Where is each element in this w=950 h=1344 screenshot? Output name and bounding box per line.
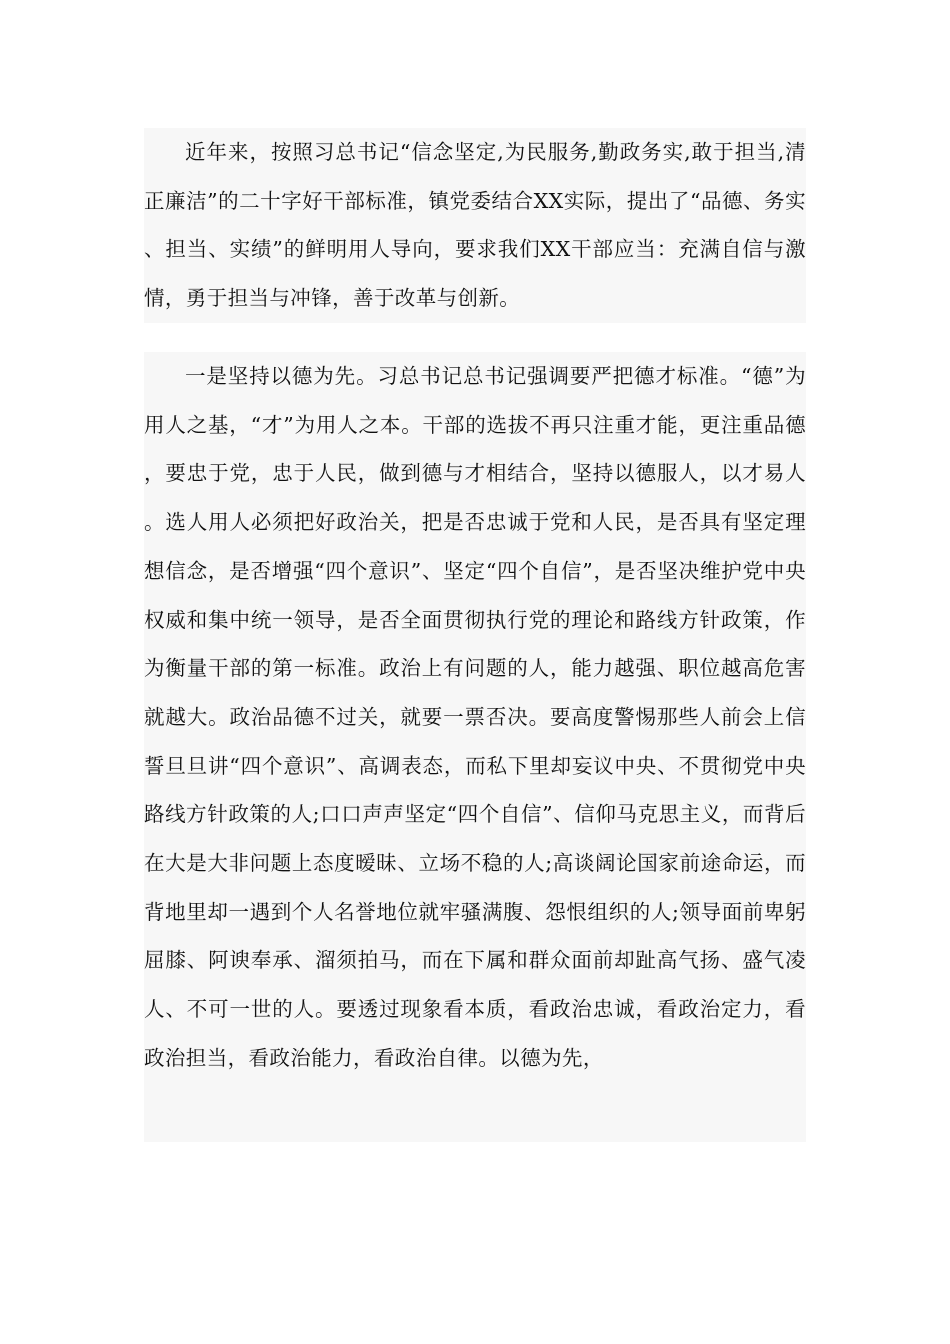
- paragraph-2: 一是坚持以德为先。习总书记总书记强调要严把德才标准。“德”为用人之基，“才”为用人之本。干部的选拔不再只注重才能，更注重品德，要忠于党，忠于人民，做到德与才相结合，坚持以德服人，以才易人。选人用人必须把好政治关，把是否忠诚于党和人民，是否具有坚定理想信念，是否增强“四个意识”、坚定“四个自信”，是否坚决维护党中央权威和集中统一领导，是否全面贯彻执行党的理论和路线方针政策，作为衡量干部的第一标准。政治上有问题的人，能力越强、职位越高危害就越大。政治品德不过关，就要一票否决。要高度警惕那些人前会上信誓旦旦讲“四个意识”、高调表态，而私下里却妄议中央、不贯彻党中央路线方针政策的人;口口声声坚定“四个自信”、信仰马克思主义，而背后在大是大非问题上态度暧昧、立场不稳的人;高谈阔论国家前途命运，而背地里却一遇到个人名誉地位就牢骚满腹、怨恨组织的人;领导面前卑躬屈膝、阿谀奉承、溜须拍马，而在下属和群众面前却趾高气扬、盛气凌人、不可一世的人。要透过现象看本质，看政治忠诚，看政治定力，看政治担当，看政治能力，看政治自律。以德为先，: [144, 364, 806, 1070]
- text-block-2: [144, 352, 806, 1142]
- text-block-1: [144, 128, 806, 323]
- paragraph-1: 近年来，按照习总书记“信念坚定,为民服务,勤政务实,敢于担当,清正廉洁”的二十字好干部标准，镇党委结合XX实际，提出了“品德、务实、担当、实绩”的鲜明用人导向，要求我们XX干部应当：充满自信与激情，勇于担当与冲锋，善于改革与创新。: [144, 140, 806, 311]
